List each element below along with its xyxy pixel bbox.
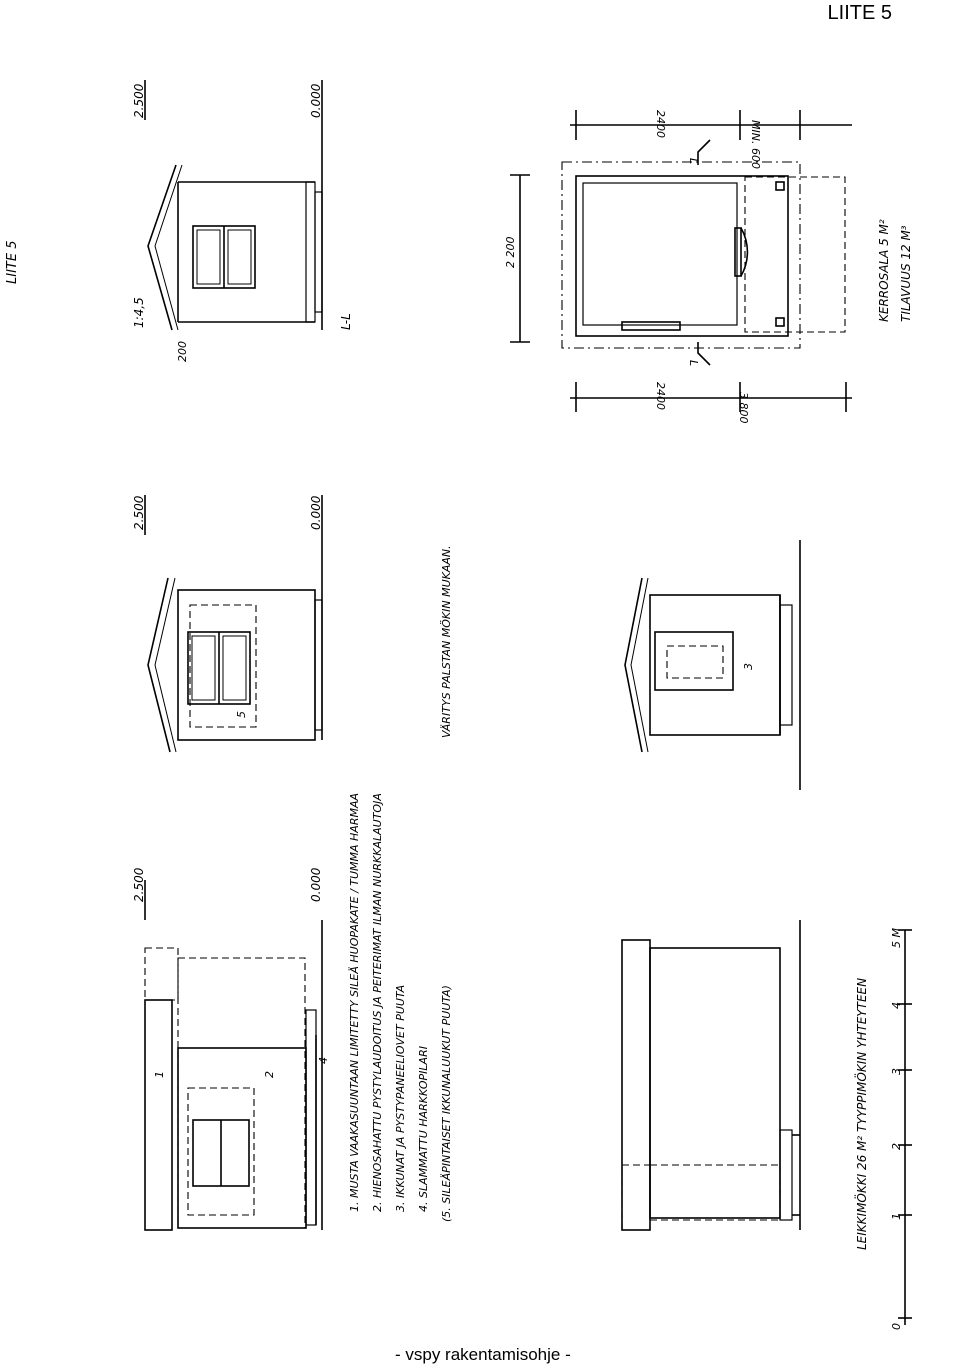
wall — [178, 1048, 306, 1228]
note-3: 3. IKKUNAT JA PYSTYPANEELIOVET PUUTA — [394, 984, 407, 1212]
plan-area: KERROSALA 5 M² — [877, 219, 891, 322]
plan-view — [510, 110, 852, 412]
window-pane — [197, 230, 220, 284]
scale-label: 4 — [890, 1002, 903, 1009]
plot-boundary — [562, 162, 800, 348]
page-footer-label: - vspy rakentamisohje - — [395, 1345, 571, 1364]
pillar — [776, 182, 784, 190]
window-pane — [192, 636, 215, 700]
foundation — [315, 192, 322, 312]
note-5: (5. SILEÄPINTAISET IKKUNALUUKUT PUUTA) — [440, 985, 453, 1222]
scale-label: 3 — [890, 1068, 903, 1075]
elevation-section-ll — [145, 80, 322, 330]
roof-profile — [148, 578, 170, 752]
roof-extension-outline — [622, 1165, 650, 1230]
scale-label: 1 — [890, 1213, 903, 1220]
roof-inner — [631, 578, 648, 752]
callout-shutter: 5 — [235, 711, 248, 718]
window-pane — [223, 636, 246, 700]
roof-profile — [625, 578, 642, 752]
section-label: L-L — [339, 313, 353, 330]
roof-edge — [145, 1000, 172, 1230]
door-panel — [667, 646, 723, 678]
level-top: 2.500 — [132, 495, 146, 530]
scale-bar — [898, 930, 912, 1325]
wall — [650, 948, 780, 1218]
eave-dimension: 200 — [176, 341, 189, 362]
sheet-stamp: LIITE 5 — [5, 240, 20, 284]
wall-extension-outline — [650, 1165, 780, 1220]
callout-door: 3 — [742, 663, 755, 670]
callout-roof: 1 — [153, 1071, 166, 1078]
drawing-title: LEIKKIMÖKKI 26 M² TYYPPIMÖKIN YHTEYTEEN — [855, 977, 869, 1250]
door-opening — [735, 228, 741, 276]
plan-min-clearance: MIN. 600 — [749, 120, 762, 169]
level-bottom: 0.000 — [309, 83, 323, 118]
level-bottom: 0.000 — [309, 867, 323, 902]
elevation-long-side — [145, 880, 322, 1230]
floor-slab — [306, 1010, 316, 1225]
roof-profile — [148, 165, 176, 330]
window-opening — [622, 322, 680, 330]
foundation — [315, 600, 322, 730]
elevation-gable-window — [145, 495, 322, 752]
deck-outline — [745, 177, 845, 332]
floor-slab — [306, 182, 315, 322]
callout-pillar: 4 — [317, 1057, 330, 1064]
plan-width-top: 2400 — [654, 110, 667, 138]
wall — [650, 595, 780, 735]
outer-wall — [576, 176, 788, 336]
scale-label: 2 — [890, 1143, 903, 1150]
elevation-gable-door — [625, 540, 800, 790]
roof-extension-outline — [145, 948, 178, 1000]
colour-note: VÄRITYS PALSTAN MÖKIN MUKAAN. — [440, 545, 453, 738]
plan-width-total: 3 800 — [737, 392, 750, 424]
plan-width-inner: 2400 — [654, 382, 667, 410]
section-mark-bottom: L — [687, 360, 700, 367]
note-4: 4. SLAMMATTU HARKKOPILARI — [417, 1046, 430, 1212]
callout-cladding: 2 — [263, 1071, 276, 1078]
pillar — [776, 318, 784, 326]
level-top: 2.500 — [132, 867, 146, 902]
roof-pitch: 1:4,5 — [132, 297, 146, 328]
pillar-pair — [780, 1130, 792, 1220]
roof-edge — [622, 940, 650, 1230]
roof-inner — [155, 578, 176, 752]
wall-extension-outline — [178, 958, 305, 1228]
window-pane — [228, 230, 251, 284]
note-1: 1. MUSTA VAAKASUUNTAAN LIMITETTY SILEÄ HUOPAKATE / TUMMA HARMAA — [348, 792, 361, 1212]
level-top: 2.500 — [132, 83, 146, 118]
section-mark-top: L — [687, 158, 700, 165]
scale-label: 5 M — [890, 928, 903, 948]
door-swing — [741, 228, 747, 276]
scale-label: 0 — [890, 1323, 903, 1330]
page-header-label: LIITE 5 — [827, 2, 892, 24]
plan-volume: TILAVUUS 12 M³ — [899, 225, 913, 322]
inner-wall — [583, 183, 737, 325]
foundation — [780, 605, 792, 725]
note-2: 2. HIENOSAHATTU PYSTYLAUDOITUS JA PEITERIMAT ILMAN NURKKALAUTOJA — [371, 793, 384, 1212]
level-bottom: 0.000 — [309, 495, 323, 530]
plan-depth: 2 200 — [504, 236, 517, 268]
elevation-long-side-door — [622, 920, 800, 1230]
